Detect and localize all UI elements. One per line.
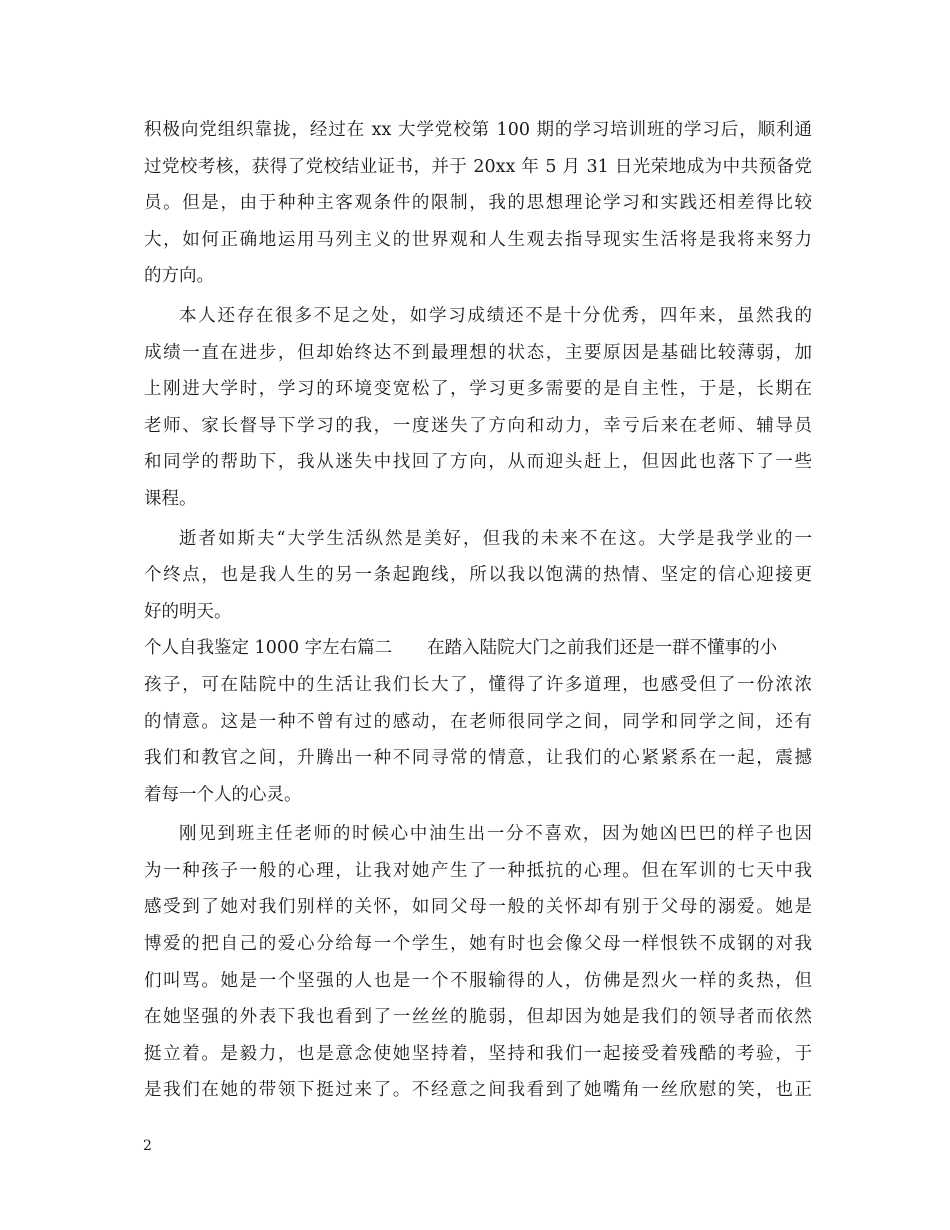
text-line: 的情意。这是一种不曾有过的感动，在老师很同学之间，同学和同学之间，还有: [144, 711, 812, 732]
text-line: 为一种孩子一般的心理，让我对她产生了一种抵抗的心理。但在军训的七天中我: [144, 860, 812, 881]
text-line: 过党校考核，获得了党校结业证书，并于 20xx 年 5 月 31 日光荣地成为中共预备党: [144, 156, 812, 177]
text-line: 课程。: [144, 488, 197, 509]
text-line: 的方向。: [144, 266, 214, 287]
text-line: 上刚进大学时，学习的环境变宽松了，学习更多需要的是自主性，于是，长期在: [144, 379, 812, 400]
text-line: 挺立着。是毅力，也是意念使她坚持着，坚持和我们一起接受着残酷的考验，于: [144, 1043, 812, 1064]
text-line: 我们和教官之间，升腾出一种不同寻常的情意，让我们的心紧紧系在一起，震撼: [144, 748, 812, 769]
text-line: 是我们在她的带领下挺过来了。不经意之间我看到了她嘴角一丝欣慰的笑，也正: [144, 1080, 812, 1101]
text-line: 员。但是，由于种种主客观条件的限制，我的思想理论学习和实践还相差得比较: [144, 193, 812, 214]
text-line: 好的明天。: [144, 601, 232, 622]
text-line: 成绩一直在进步，但却始终达不到最理想的状态，主要原因是基础比较薄弱，加: [144, 342, 812, 363]
text-line: 博爱的把自己的爱心分给每一个学生，她有时也会像父母一样恨铁不成钢的对我: [144, 934, 812, 955]
text-line: 积极向党组织靠拢，经过在 xx 大学党校第 100 期的学习培训班的学习后，顺利通: [144, 120, 812, 140]
body-text: [144, 112, 812, 1109]
page-number: 2: [143, 1138, 152, 1154]
section-heading-line: 个人自我鉴定 1000 字左右篇二 在踏入陆院大门之前我们还是一群不懂事的小: [144, 638, 778, 659]
text-line: 和同学的帮助下，我从迷失中找回了方向，从而迎头赶上，但因此也落下了一些: [144, 452, 812, 473]
text-line: 刚见到班主任老师的时候心中油生出一分不喜欢，因为她凶巴巴的样子也因: [179, 824, 812, 845]
text-line: 感受到了她对我们别样的关怀，如同父母一般的关怀却有别于父母的溺爱。她是: [144, 897, 812, 918]
text-line: 老师、家长督导下学习的我，一度迷失了方向和动力，幸亏后来在老师、辅导员: [144, 415, 812, 436]
text-line: 本人还存在很多不足之处，如学习成绩还不是十分优秀，四年来，虽然我的: [179, 305, 812, 326]
text-line: 大，如何正确地运用马列主义的世界观和人生观去指导现实生活将是我将来努力: [144, 229, 812, 250]
text-line: 在她坚强的外表下我也看到了一丝丝的脆弱，但却因为她是我们的领导者而依然: [144, 1007, 812, 1028]
text-line: 个终点，也是我人生的另一条起跑线，所以我以饱满的热情、坚定的信心迎接更: [144, 565, 812, 586]
text-line: 逝者如斯夫“大学生活纵然是美好，但我的未来不在这。大学是我学业的一: [179, 528, 812, 549]
text-line: 孩子，可在陆院中的生活让我们长大了，懂得了许多道理，也感受但了一份浓浓: [144, 674, 812, 695]
text-line: 着每一个人的心灵。: [144, 784, 302, 805]
text-line: 们叫骂。她是一个坚强的人也是一个不服输得的人，仿佛是烈火一样的炙热，但: [144, 970, 812, 991]
